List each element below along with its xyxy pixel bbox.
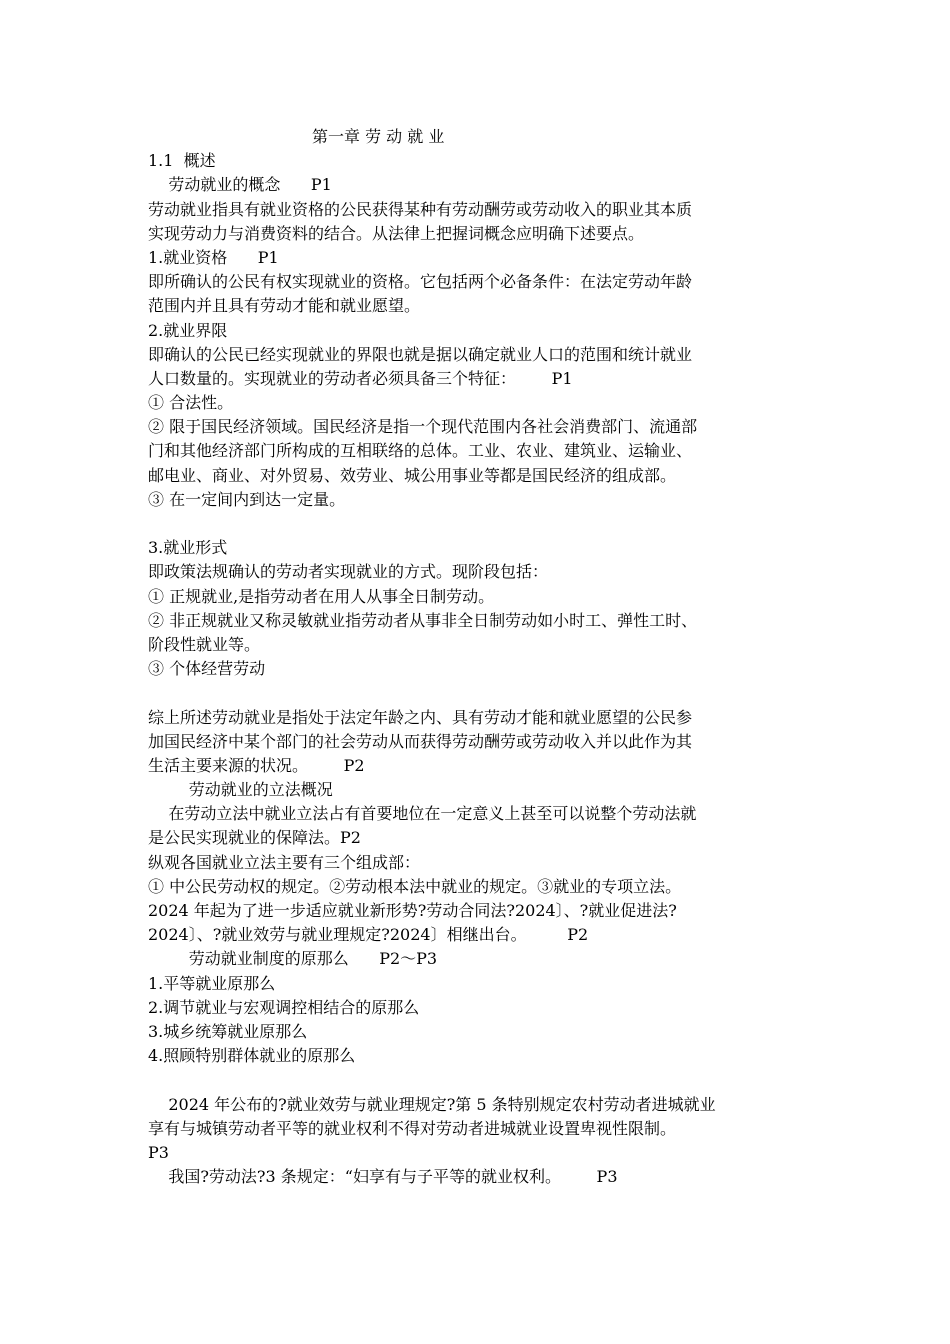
- paragraph-line: 综上所述劳动就业是指处于法定年龄之内、具有劳动才能和就业愿望的公民参: [148, 707, 693, 727]
- paragraph-line: 即政策法规确认的劳动者实现就业的方式。现阶段包括：: [148, 562, 549, 582]
- paragraph-line: 邮电业、商业、对外贸易、效劳业、城公用事业等都是国民经济的组成部。: [148, 465, 677, 485]
- paragraph-line: P3: [148, 1142, 169, 1162]
- paragraph-line: 2.调节就业与宏观调控相结合的原那么: [148, 997, 420, 1017]
- paragraph-line: 实现劳动力与消费资料的结合。从法律上把握词概念应明确下述要点。: [148, 223, 645, 243]
- paragraph-line: 劳动就业指具有就业资格的公民获得某种有劳动酬劳或劳动收入的职业其本质: [148, 199, 693, 219]
- paragraph-line: ① 合法性。: [148, 393, 234, 413]
- paragraph-line: 2024 年起为了进一步适应就业新形势?劳动合同法?2024〕、?就业促进法?: [148, 901, 677, 920]
- paragraph-line: 2024〕、?就业效劳与就业理规定?2024〕相继出台。 P2: [148, 925, 589, 945]
- paragraph-line: 在劳动立法中就业立法占有首要地位在一定意义上甚至可以说整个劳动法就: [148, 804, 697, 824]
- paragraph-line: ① 中公民劳动权的规定。②劳动根本法中就业的规定。③就业的专项立法。: [148, 876, 682, 896]
- paragraph-line: 我国?劳动法?3 条规定：“妇享有与子平等的就业权利。 P3: [148, 1167, 618, 1187]
- paragraph-line: ② 限于国民经济领域。国民经济是指一个现代范围内各社会消费部门、流通部: [148, 417, 698, 437]
- paragraph-line: 享有与城镇劳动者平等的就业权利不得对劳动者进城就业设置卑视性限制。: [148, 1118, 677, 1138]
- paragraph-line: ③ 在一定间内到达一定量。: [148, 489, 346, 509]
- paragraph-line: 是公民实现就业的保障法。P2: [148, 828, 361, 848]
- paragraph-line: ② 非正规就业又称灵敏就业指劳动者从事非全日制劳动如小时工、弹性工时、: [148, 610, 698, 630]
- paragraph-line: 1.就业资格 P1: [148, 247, 279, 267]
- paragraph-line: 劳动就业的概念 P1: [148, 175, 332, 195]
- paragraph-line: 2.就业界限: [148, 320, 228, 340]
- paragraph-line: ① 正规就业,是指劳动者在用人从事全日制劳动。: [148, 586, 495, 606]
- paragraph-line: 4.照顾特别群体就业的原那么: [148, 1046, 356, 1066]
- paragraph-line: 加国民经济中某个部门的社会劳动从而获得劳动酬劳或劳动收入并以此作为其: [148, 731, 693, 751]
- paragraph-line: 阶段性就业等。: [148, 634, 261, 654]
- paragraph-line: 即所确认的公民有权实现就业的资格。它包括两个必备条件：在法定劳动年龄: [148, 272, 693, 292]
- paragraph-line: 3.就业形式: [148, 538, 228, 558]
- paragraph-line: 门和其他经济部门所构成的互相联络的总体。工业、农业、建筑业、运输业、: [148, 441, 693, 461]
- blank-line: [148, 512, 808, 536]
- paragraph-line: 1.平等就业原那么: [148, 973, 276, 993]
- paragraph-line: 3.城乡统筹就业原那么: [148, 1021, 308, 1041]
- paragraph-line: 劳动就业制度的原那么 P2～P3: [148, 949, 438, 969]
- paragraph-line: 即确认的公民已经实现就业的界限也就是据以确定就业人口的范围和统计就业: [148, 344, 693, 364]
- document-body: [148, 149, 808, 1189]
- paragraph-line: 劳动就业的立法概况: [148, 780, 333, 800]
- paragraph-line: 人口数量的。实现就业的劳动者必须具备三个特征： P1: [148, 368, 573, 388]
- paragraph-line: ③ 个体经营劳动: [148, 659, 266, 679]
- paragraph-line: 范围内并且具有劳动才能和就业愿望。: [148, 296, 421, 316]
- chapter-title: 第一章 劳 动 就 业: [312, 127, 445, 146]
- paragraph-line: 生活主要来源的状况。 P2: [148, 755, 365, 775]
- blank-line: [148, 681, 808, 705]
- blank-line: [148, 1068, 808, 1092]
- paragraph-line: 纵观各国就业立法主要有三个组成部：: [148, 852, 421, 872]
- paragraph-line: 2024 年公布的?就业效劳与就业理规定?第 5 条特别规定农村劳动者进城就业: [148, 1094, 716, 1114]
- document-page: [148, 125, 808, 1189]
- paragraph-line: 1.1 概述: [148, 151, 216, 171]
